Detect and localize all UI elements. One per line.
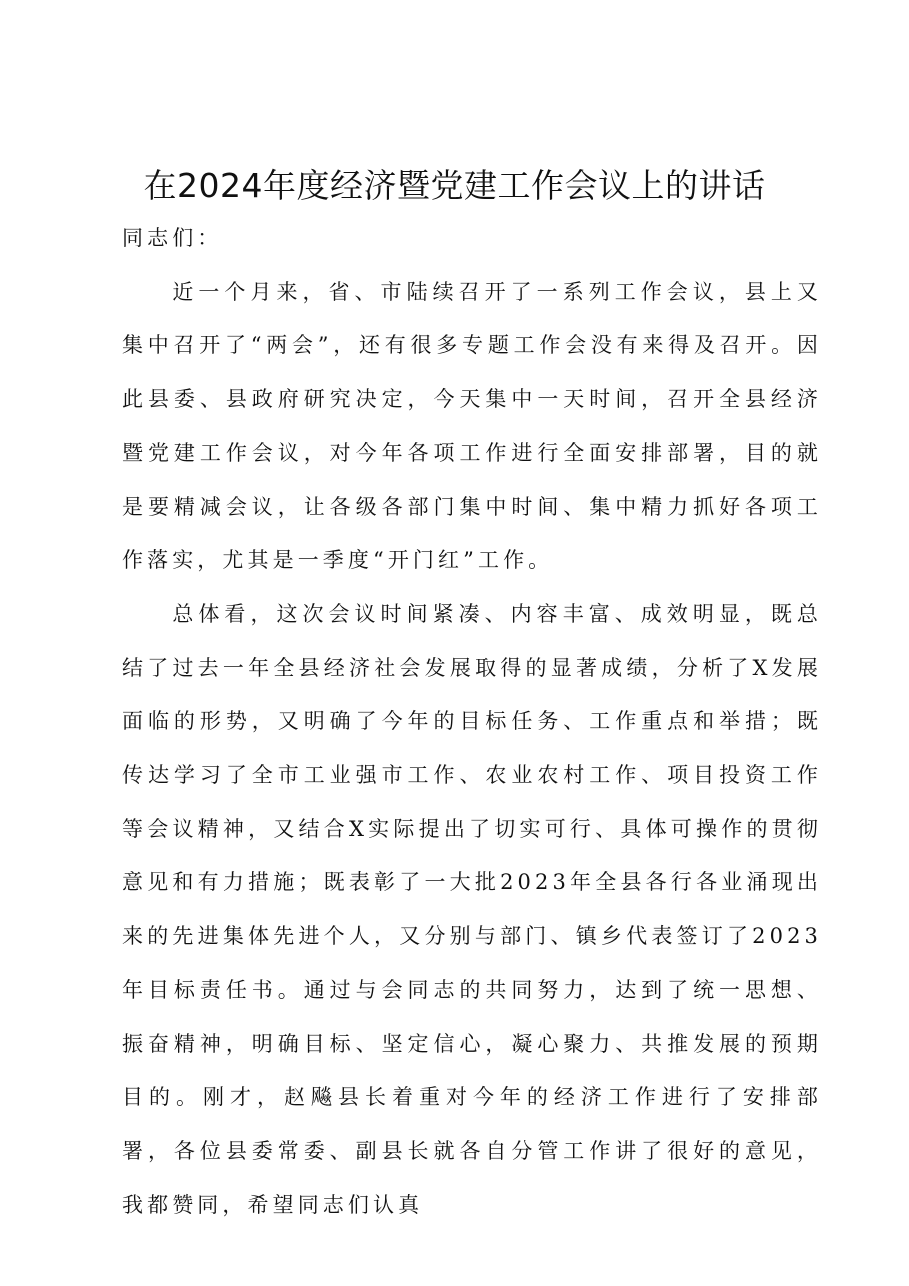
paragraph-1: 近一个月来，省、市陆续召开了一系列工作会议，县上又集中召开了“两会”，还有很多专题工作会没有来得及召开。因此县委、县政府研究决定，今天集中一天时间，召开全县经济暨党建工作会议，对今年各项工作进行全面安排部署，目的就是要精减会议，让各级各部门集中时间、集中精力抓好各项工作落实，尤其是一季度“开门红”工作。: [122, 279, 822, 573]
document-title: 在2024年度经济暨党建工作会议上的讲话: [143, 166, 766, 205]
salutation: 同志们：: [122, 226, 223, 250]
paragraph-2: 总体看，这次会议时间紧凑、内容丰富、成效明显，既总结了过去一年全县经济社会发展取得的显著成绩，分析了X发展面临的形势，又明确了今年的目标任务、工作重点和举措；既传达学习了全市工业强市工作、农业农村工作、项目投资工作等会议精神，又结合X实际提出了切实可行、具体可操作的贯彻意见和有力措施；既表彰了一大批2023年全县各行各业涌现出来的先进集体先进个人，又分别与部门、镇乡代表签订了2023年目标责任书。通过与会同志的共同努力，达到了统一思想、振奋精神，明确目标、坚定信心，凝心聚力、共推发展的预期目的。刚才，赵飚县长着重对今年的经济工作进行了安排部署，各位县委常委、副县长就各自分管工作讲了很好的意见，我都赞同，希望同志们认真: [122, 601, 822, 1217]
document-body: [122, 212, 822, 1232]
